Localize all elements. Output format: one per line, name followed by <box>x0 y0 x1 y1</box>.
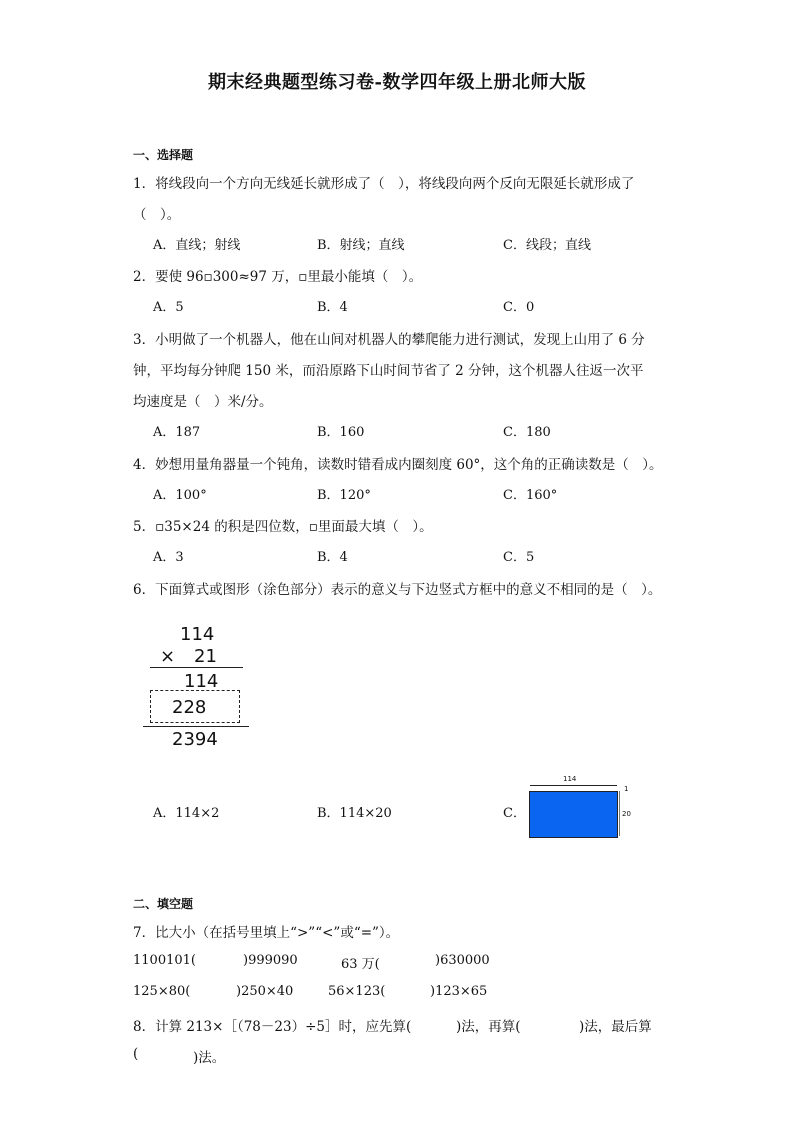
multiplicand: 114 <box>180 624 215 645</box>
figure-right-label: 20 <box>622 810 631 818</box>
question-6-text: 6．下面算式或图形（涂色部分）表示的意义与下边竖式方框中的意义不相同的是（ ）。 <box>133 582 662 598</box>
question-4-option-b: B．120° <box>317 488 371 503</box>
question-1-text-cont: （ ）。 <box>133 207 181 223</box>
question-8-text: 8．计算 213×［（78－23）÷5］时，应先算( <box>133 1019 412 1035</box>
question-5-option-c: C．5 <box>503 550 535 565</box>
partial-product-2: 228 <box>172 697 207 718</box>
question-7-text: 7．比大小（在括号里填上“>”“<”或“=”）。 <box>133 925 400 941</box>
question-3-text-cont2: 均速度是（ ）米/分。 <box>133 394 273 410</box>
question-3-option-c: C．180 <box>503 425 551 440</box>
multiplier: 21 <box>194 646 217 667</box>
figure-top-label: 114 <box>563 775 577 783</box>
question-6-option-c: C． <box>503 806 526 821</box>
partial-product-1: 114 <box>184 671 219 692</box>
compare-1-left: 1100101( <box>133 953 196 968</box>
question-3-text-cont: 钟，平均每分钟爬 150 米，而沿原路下山时间节省了 2 分钟，这个机器人往返一次平 <box>133 363 644 379</box>
question-4-option-c: C．160° <box>503 488 558 503</box>
question-4-option-a: A．100° <box>153 488 207 503</box>
divider-line-1 <box>150 667 243 668</box>
question-3-option-b: B．160 <box>317 425 365 440</box>
product: 2394 <box>172 729 218 750</box>
question-2-option-a: A．5 <box>153 300 184 315</box>
question-5-option-b: B．4 <box>317 550 348 565</box>
question-4-text: 4．妙想用量角器量一个钝角，读数时错看成内圈刻度 60°，这个角的正确读数是（ ）。 <box>133 457 663 473</box>
question-2-option-b: B．4 <box>317 300 348 315</box>
compare-1-right: )999090 <box>243 953 298 968</box>
question-1-option-a: A．直线；射线 <box>153 238 241 253</box>
question-3-option-a: A．187 <box>153 425 201 440</box>
question-8-blank-close: )法。 <box>193 1050 226 1066</box>
question-5-option-a: A．3 <box>153 550 184 565</box>
question-1-text: 1．将线段向一个方向无线延长就形成了（ ），将线段向两个反向无限延长就形成了 <box>133 176 635 192</box>
question-2-option-c: C．0 <box>503 300 535 315</box>
compare-2-left: 63 万( <box>341 957 380 972</box>
page-title: 期末经典题型练习卷-数学四年级上册北师大版 <box>208 72 586 93</box>
compare-3-right: )250×40 <box>236 984 294 999</box>
question-5-text: 5．▫35×24 的积是四位数，▫里面最大填（ ）。 <box>133 519 433 535</box>
compare-2-right: )630000 <box>435 953 490 968</box>
figure-right-dimension-line <box>619 791 620 836</box>
question-8-blank-open: ( <box>133 1046 139 1062</box>
compare-3-left: 125×80( <box>133 984 191 999</box>
question-6-option-a: A．114×2 <box>153 806 220 821</box>
figure-right-top-label: 1 <box>624 785 629 793</box>
figure-top-dimension-line <box>530 785 617 786</box>
question-3-text: 3．小明做了一个机器人，他在山间对机器人的攀爬能力进行测试，发现上山用了 6 分 <box>133 332 645 348</box>
compare-4-right: )123×65 <box>430 984 488 999</box>
section-heading-choice: 一、选择题 <box>133 148 194 162</box>
times-sign: × <box>160 646 176 667</box>
question-8-text-part3: )法，最后算 <box>579 1019 652 1035</box>
question-6-option-b: B．114×20 <box>317 806 392 821</box>
shaded-rectangle <box>529 791 618 838</box>
question-2-text: 2．要使 96▫300≈97 万，▫里最小能填（ ）。 <box>133 269 423 285</box>
question-1-option-b: B．射线；直线 <box>317 238 405 253</box>
question-1-option-c: C．线段；直线 <box>503 238 591 253</box>
section-heading-fill: 二、填空题 <box>133 897 194 911</box>
compare-4-left: 56×123( <box>328 984 386 999</box>
question-8-text-part2: )法，再算( <box>456 1019 521 1035</box>
divider-line-2 <box>143 726 249 727</box>
